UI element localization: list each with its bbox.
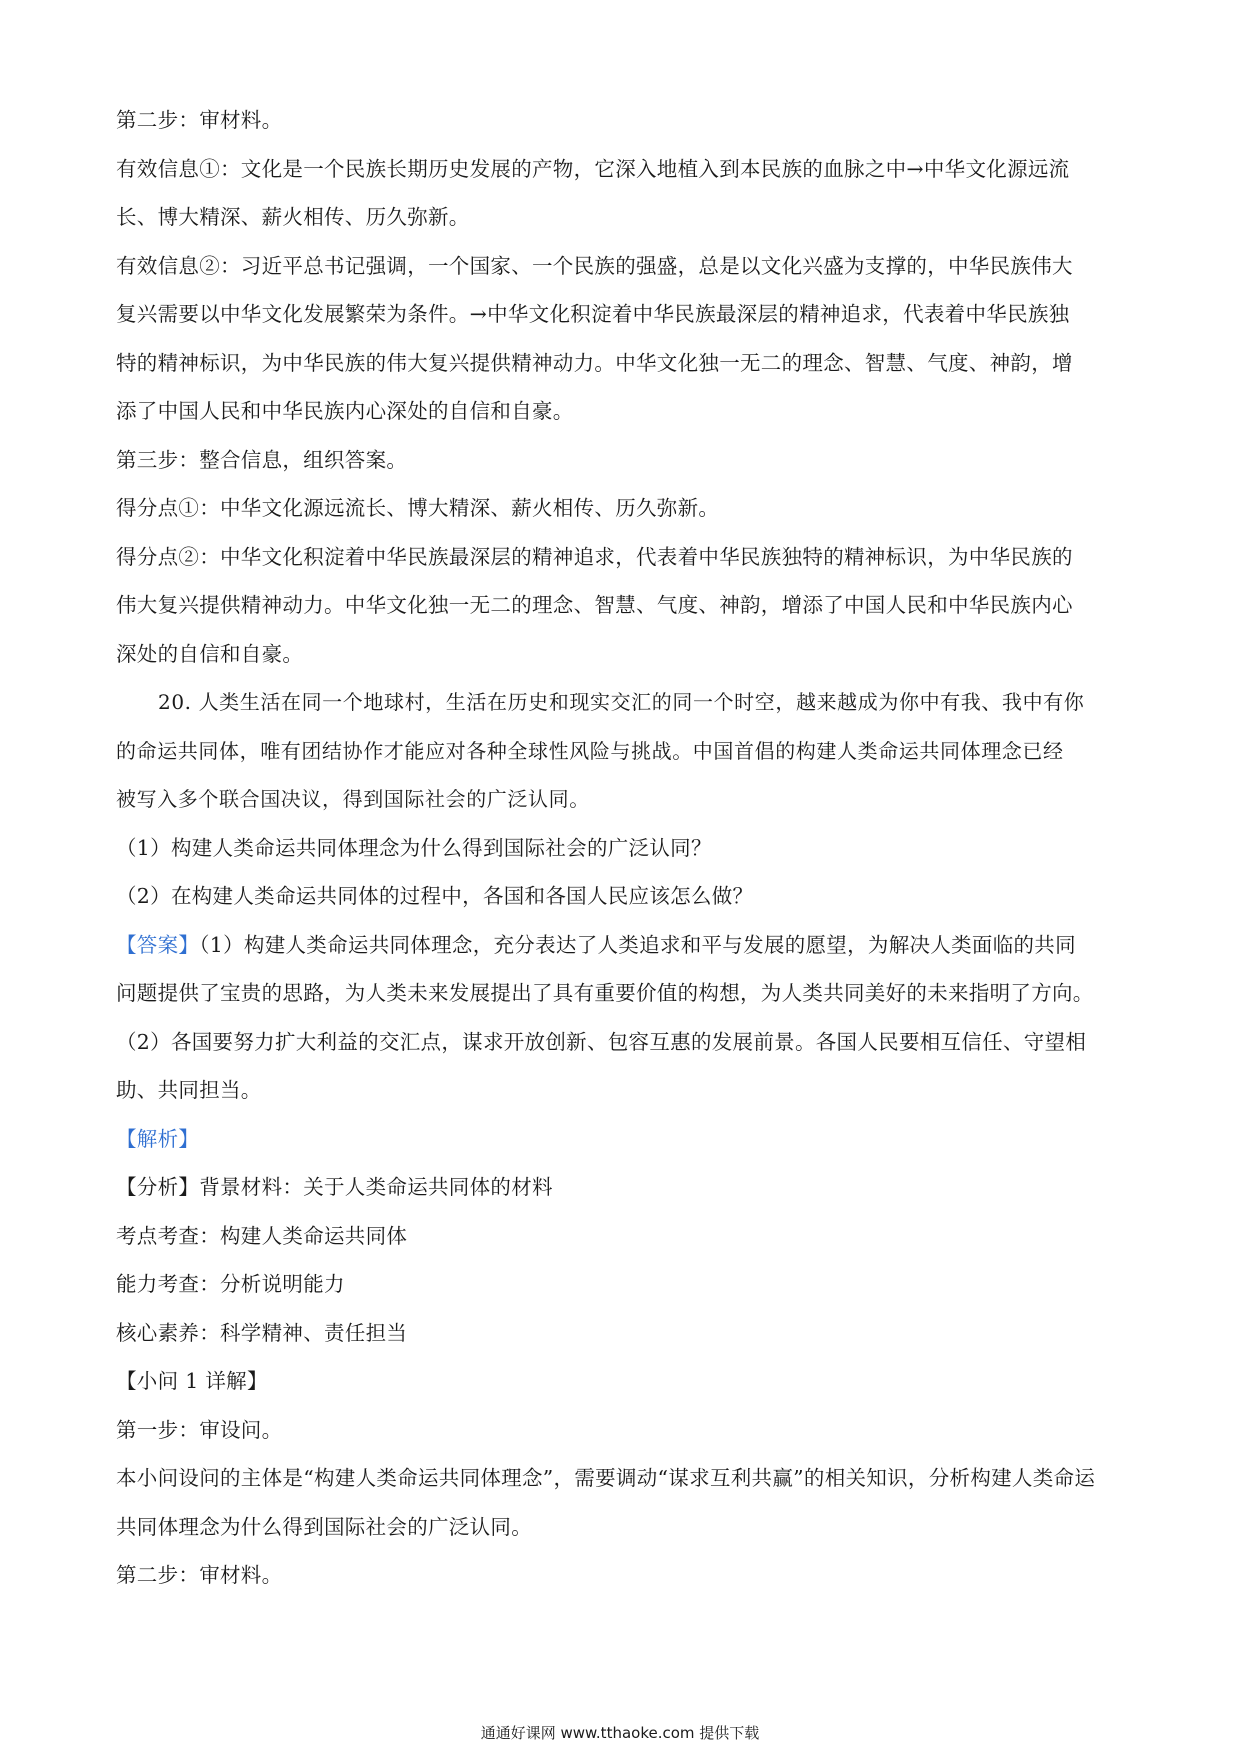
score-point-2-line-1: 得分点②：中华文化积淀着中华民族最深层的精神追求，代表着中华民族独特的精神标识，为中华民族的 (116, 544, 1073, 569)
score-point-2-line-2: 伟大复兴提供精神动力。中华文化独一无二的理念、智慧、气度、神韵，增添了中国人民和中华民族内心 (116, 593, 1073, 617)
effective-info-1-line-2: 长、博大精深、薪火相传、历久弥新。 (116, 205, 470, 229)
effective-info-2-line-1: 有效信息②：习近平总书记强调，一个国家、一个民族的强盛，总是以文化兴盛为支撑的，中华民族伟大 (116, 253, 1073, 278)
answer-label: 【答案】 (116, 932, 200, 957)
page-footer: 通通好课网 www.tthaoke.com 提供下载 (480, 1724, 760, 1742)
answer-line-1 (116, 921, 1136, 970)
answer-line-4: 助、共同担当。 (116, 1078, 262, 1102)
score-point-1: 得分点①：中华文化源远流长、博大精深、薪火相传、历久弥新。 (116, 496, 720, 520)
effective-info-2-line-3: 特的精神标识，为中华民族的伟大复兴提供精神动力。中华文化独一无二的理念、智慧、气度、神韵，增 (116, 350, 1073, 375)
question-20-line-1: 20. 人类生活在同一个地球村，生活在历史和现实交汇的同一个时空，越来越成为你中有我、我中有你 (158, 690, 1085, 714)
question-20-line-2: 的命运共同体，唯有团结协作才能应对各种全球性风险与挑战。中国首倡的构建人类命运共同体理念已经 (116, 738, 1064, 763)
score-point-2-line-3: 深处的自信和自豪。 (116, 641, 304, 666)
sub-question-1-title: 【小问 1 详解】 (116, 1369, 268, 1393)
step1-title: 第一步：审设问。 (116, 1417, 283, 1442)
step1-line-2: 共同体理念为什么得到国际社会的广泛认同。 (116, 1514, 532, 1539)
question-20-line-3: 被写入多个联合国决议，得到国际社会的广泛认同。 (116, 787, 590, 811)
ability-check: 能力考查：分析说明能力 (116, 1272, 345, 1296)
core-literacy: 核心素养：科学精神、责任担当 (116, 1320, 408, 1345)
answer-line-3: （2）各国要努力扩大利益的交汇点，谋求开放创新、包容互惠的发展前景。各国人民要相互信任、守望相 (116, 1029, 1087, 1054)
answer-line-2: 问题提供了宝贵的思路，为人类未来发展提出了具有重要价值的构想，为人类共同美好的未来指明了方向。 (116, 981, 1094, 1005)
step2-title-analysis: 第二步：审材料。 (116, 1563, 283, 1587)
analysis-background: 【分析】背景材料：关于人类命运共同体的材料 (116, 1175, 553, 1199)
effective-info-2-line-2: 复兴需要以中华文化发展繁荣为条件。→中华文化积淀着中华民族最深层的精神追求，代表着中华民族独 (116, 302, 1070, 326)
step3-title: 第三步：整合信息，组织答案。 (116, 447, 408, 472)
sub-question-1: （1）构建人类命运共同体理念为什么得到国际社会的广泛认同？ (116, 835, 712, 860)
sub-question-2: （2）在构建人类命运共同体的过程中，各国和各国人民应该怎么做？ (116, 884, 754, 908)
answer-text-1: （1）构建人类命运共同体理念，充分表达了人类追求和平与发展的愿望，为解决人类面临的共同 (199, 932, 1076, 957)
document-page (116, 96, 1136, 1600)
effective-info-2-line-4: 添了中国人民和中华民族内心深处的自信和自豪。 (116, 399, 574, 423)
step1-line-1: 本小问设问的主体是“构建人类命运共同体理念”，需要调动“谋求互利共赢”的相关知识，分析构建人类命运 (116, 1466, 1096, 1490)
exam-point: 考点考查：构建人类命运共同体 (116, 1223, 408, 1248)
effective-info-1-line-1: 有效信息①：文化是一个民族长期历史发展的产物，它深入地植入到本民族的血脉之中→中华文化源远流 (116, 156, 1070, 181)
analysis-label: 【解析】 (116, 1126, 200, 1151)
step2-title: 第二步：审材料。 (116, 108, 283, 132)
